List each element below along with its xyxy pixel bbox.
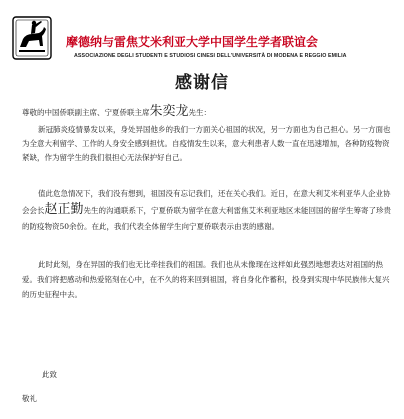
paragraph-1: 新冠肺炎疫情暴发以来，身处异国他乡的我们一方面关心祖国的状况，另一方面也为自己担心。另一方面也为全意大利留学、工作的人身安全感到担忧。自疫情发生以来，意大利患者人数一直在迅速增加，各种防疫物资紧缺，作为留学生的我们很担心无法保护好自己。: [22, 125, 391, 162]
document-title: 感谢信: [175, 73, 229, 93]
salutation-prefix: 尊敬的中国侨联副主席、宁夏侨联主席: [22, 108, 150, 117]
paragraph-2-name: 赵正勤: [44, 202, 84, 217]
letter-body: [22, 104, 392, 302]
salutation-suffix: 先生：: [188, 108, 212, 117]
paragraph-2: [22, 186, 392, 235]
closing-respectfully: 此致: [42, 370, 57, 379]
organization-name-chinese: 摩德纳与雷焦艾米利亚大学中国学生学者联谊会: [66, 35, 319, 49]
paragraph-2-end: 先生的沟通联系下，宁夏侨联为留学在意大利雷焦艾米利亚地区未能回国的留学生筹寄了珍贵的防疫物资50余份。在此，我们代表全体留学生向宁夏侨联表示由衷的感谢。: [22, 206, 392, 231]
closing-salute: 敬礼: [22, 394, 37, 403]
paragraph-2-start: 值此危急情况下，我们没有想到，祖国没有忘记我们，还在关心我们。近日，在意大利艾米利亚华人企业协会会长: [22, 189, 391, 215]
paragraph-3: 此时此刻，身在异国的我们也无比牵挂我们的祖国。我们也从未像现在这样如此强烈地想表达对祖国的热爱。我们将把感动和热爱铭刻在心中，在不久的将来回到祖国，将自身化作蓄积，投身到实现中华民族伟大复兴的历史征程中去。: [22, 260, 390, 299]
organization-name-italian: ASSOCIAZIONE DEGLI STUDENTI E STUDIOSI CINESI DELL'UNIVERSITÀ DI MODENA E REGGIO EMILIA: [74, 53, 347, 59]
horse-rider-seal-icon: [12, 16, 52, 60]
salutation: [22, 104, 392, 120]
salutation-name: 朱奕龙: [149, 104, 189, 119]
